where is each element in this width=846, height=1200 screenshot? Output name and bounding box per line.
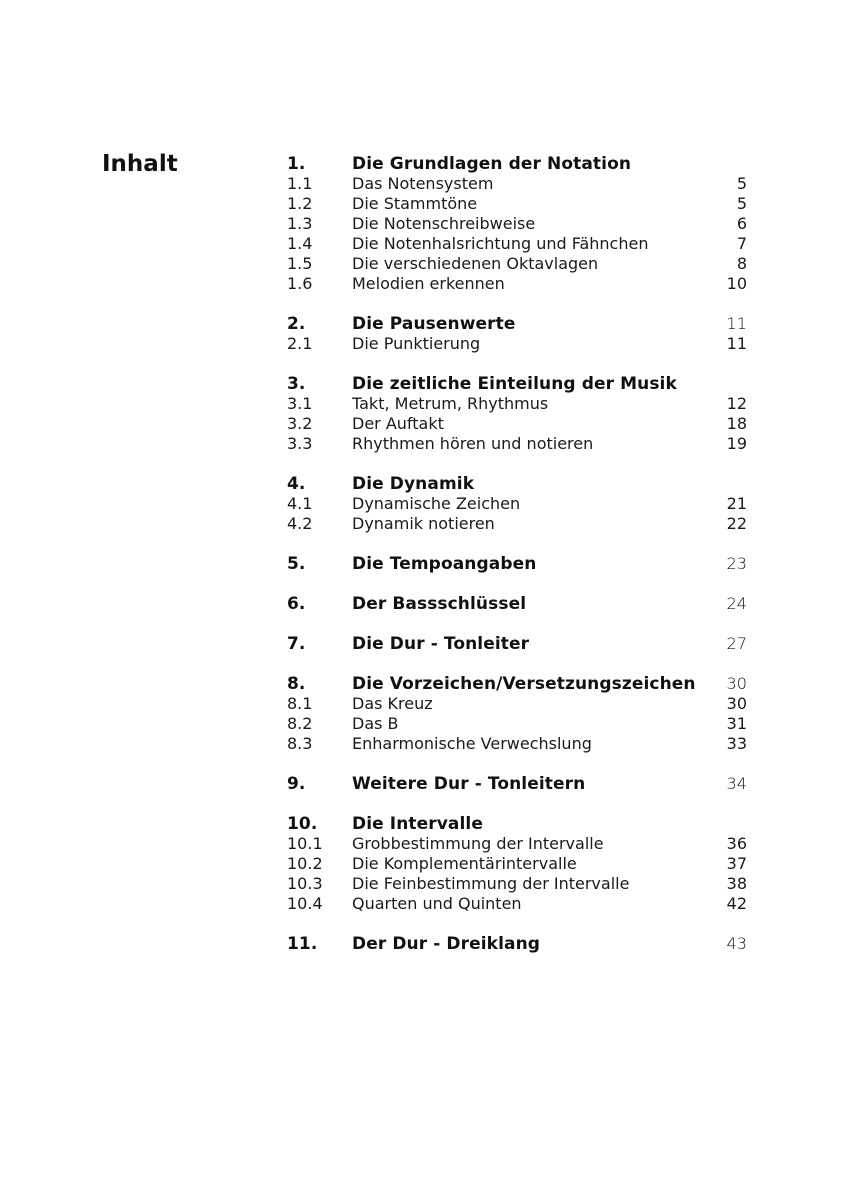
toc-entry-number: 10.1 [287, 834, 323, 853]
toc-entry-page-number [707, 374, 747, 394]
toc-chapter [287, 774, 747, 794]
toc-chapter-entry[interactable] [287, 814, 747, 834]
toc-entry-number: 4.1 [287, 494, 313, 513]
toc-entry-page-number: 5 [736, 174, 747, 193]
toc-entry-title: Die zeitliche Einteilung der Musik [352, 374, 677, 394]
toc-entry-page-number: 11 [726, 314, 747, 333]
toc-entry-page-number: 24 [726, 594, 747, 613]
toc-entry-page-number: 7 [736, 234, 747, 253]
page-title: Inhalt [102, 151, 178, 177]
toc-entry-page-number: 31 [726, 714, 747, 733]
toc-entry-number: 8.1 [287, 694, 313, 713]
toc-chapter-entry[interactable] [287, 634, 747, 654]
toc-entry-title: Das B [352, 714, 399, 733]
toc-entry-title: Der Dur - Dreiklang [352, 934, 541, 954]
toc-section-entry[interactable] [287, 234, 747, 254]
toc-chapter [287, 314, 747, 354]
toc-entry-title: Quarten und Quinten [352, 894, 522, 913]
toc-entry-page-number: 36 [726, 834, 747, 853]
toc-section-entry[interactable] [287, 334, 747, 354]
toc-entry-number: 1.1 [287, 174, 313, 193]
toc-entry-number: 10.3 [287, 874, 323, 893]
toc-entry-number: 8. [287, 674, 306, 694]
toc-entry-title: Die Notenschreibweise [352, 214, 536, 233]
toc-entry-page-number: 8 [736, 254, 747, 273]
toc-entry-page-number [707, 814, 747, 834]
toc-entry-page-number: 11 [726, 334, 747, 353]
toc-entry-number: 1.2 [287, 194, 313, 213]
toc-entry-number: 1.6 [287, 274, 313, 293]
toc-entry-page-number: 21 [726, 494, 747, 513]
toc-entry-number: 7. [287, 634, 306, 654]
toc-entry-number: 1.3 [287, 214, 313, 233]
toc-entry-number: 3.1 [287, 394, 313, 413]
toc-section-entry[interactable] [287, 874, 747, 894]
toc-entry-page-number: 12 [726, 394, 747, 413]
toc-entry-title: Dynamik notieren [352, 514, 495, 533]
toc-entry-number: 1.4 [287, 234, 313, 253]
toc-entry-number: 4. [287, 474, 306, 494]
toc-entry-page-number: 19 [726, 434, 747, 453]
toc-chapter [287, 474, 747, 534]
toc-entry-number: 2.1 [287, 334, 313, 353]
toc-entry-number: 11. [287, 934, 318, 954]
toc-entry-number: 8.2 [287, 714, 313, 733]
toc-entry-page-number: 30 [726, 674, 747, 693]
toc-section-entry[interactable] [287, 714, 747, 734]
toc-section-entry[interactable] [287, 194, 747, 214]
toc-entry-title: Die Komplementärintervalle [352, 854, 577, 873]
toc-entry-page-number: 27 [726, 634, 747, 653]
toc-section-entry[interactable] [287, 214, 747, 234]
toc-entry-number: 9. [287, 774, 306, 794]
toc-entry-page-number: 37 [726, 854, 747, 873]
toc-entry-number: 6. [287, 594, 306, 614]
toc-entry-page-number: 22 [726, 514, 747, 533]
toc-entry-number: 8.3 [287, 734, 313, 753]
toc-chapter [287, 374, 747, 454]
toc-entry-number: 10. [287, 814, 318, 834]
toc-section-entry[interactable] [287, 854, 747, 874]
toc-chapter-entry[interactable] [287, 314, 747, 334]
toc-entry-page-number: 42 [726, 894, 747, 913]
toc-entry-title: Die Pausenwerte [352, 314, 516, 334]
toc-entry-page-number: 10 [726, 274, 747, 293]
toc-entry-title: Die Vorzeichen/Versetzungszeichen [352, 674, 696, 694]
toc-entry-title: Das Notensystem [352, 174, 494, 193]
toc-entry-page-number: 38 [726, 874, 747, 893]
toc-entry-page-number: 30 [726, 694, 747, 713]
toc-entry-title: Der Bassschlüssel [352, 594, 527, 614]
toc-chapter [287, 814, 747, 914]
toc-chapter [287, 934, 747, 954]
toc-entry-number: 10.4 [287, 894, 323, 913]
toc-entry-number: 3.3 [287, 434, 313, 453]
toc-section-entry[interactable] [287, 694, 747, 714]
toc-entry-number: 1.5 [287, 254, 313, 273]
toc-chapter-entry[interactable] [287, 474, 747, 494]
toc-chapter-entry[interactable] [287, 674, 747, 694]
toc-entry-page-number: 43 [726, 934, 747, 953]
toc-entry-title: Die verschiedenen Oktavlagen [352, 254, 599, 273]
toc-entry-title: Rhythmen hören und notieren [352, 434, 594, 453]
toc-section-entry[interactable] [287, 494, 747, 514]
toc-chapter [287, 154, 747, 294]
toc-section-entry[interactable] [287, 834, 747, 854]
toc-entry-title: Die Dur - Tonleiter [352, 634, 530, 654]
toc-entry-page-number: 34 [726, 774, 747, 793]
toc-entry-number: 1. [287, 154, 306, 174]
toc-entry-page-number: 18 [726, 414, 747, 433]
table-of-contents [287, 154, 747, 974]
toc-entry-title: Die Dynamik [352, 474, 475, 494]
toc-entry-title: Enharmonische Verwechslung [352, 734, 592, 753]
toc-entry-page-number: 6 [736, 214, 747, 233]
toc-entry-title: Die Feinbestimmung der Intervalle [352, 874, 630, 893]
toc-chapter [287, 674, 747, 754]
toc-section-entry[interactable] [287, 254, 747, 274]
toc-entry-number: 5. [287, 554, 306, 574]
toc-entry-number: 3. [287, 374, 306, 394]
toc-entry-number: 4.2 [287, 514, 313, 533]
toc-entry-title: Die Stammtöne [352, 194, 478, 213]
toc-section-entry[interactable] [287, 734, 747, 754]
toc-chapter-entry[interactable] [287, 154, 747, 174]
toc-entry-title: Weitere Dur - Tonleitern [352, 774, 586, 794]
toc-chapter-entry[interactable] [287, 594, 747, 614]
toc-entry-title: Melodien erkennen [352, 274, 505, 293]
toc-chapter-entry[interactable] [287, 774, 747, 794]
toc-section-entry[interactable] [287, 434, 747, 454]
toc-entry-page-number: 33 [726, 734, 747, 753]
toc-entry-title: Das Kreuz [352, 694, 433, 713]
toc-section-entry[interactable] [287, 414, 747, 434]
toc-entry-title: Grobbestimmung der Intervalle [352, 834, 604, 853]
toc-section-entry[interactable] [287, 514, 747, 534]
toc-entry-number: 3.2 [287, 414, 313, 433]
toc-entry-page-number: 23 [726, 554, 747, 573]
toc-entry-title: Die Intervalle [352, 814, 483, 834]
toc-entry-title: Takt, Metrum, Rhythmus [352, 394, 549, 413]
toc-entry-title: Dynamische Zeichen [352, 494, 521, 513]
toc-section-entry[interactable] [287, 894, 747, 914]
toc-section-entry[interactable] [287, 274, 747, 294]
toc-entry-title: Die Punktierung [352, 334, 481, 353]
toc-section-entry[interactable] [287, 394, 747, 414]
toc-chapter-entry[interactable] [287, 934, 747, 954]
toc-entry-title: Die Notenhalsrichtung und Fähnchen [352, 234, 649, 253]
toc-chapter-entry[interactable] [287, 554, 747, 574]
toc-entry-title: Die Grundlagen der Notation [352, 154, 632, 174]
toc-entry-page-number [707, 154, 747, 174]
toc-entry-page-number: 5 [736, 194, 747, 213]
toc-entry-number: 10.2 [287, 854, 323, 873]
toc-entry-page-number [707, 474, 747, 494]
toc-entry-number: 2. [287, 314, 306, 334]
toc-chapter [287, 554, 747, 574]
toc-entry-title: Die Tempoangaben [352, 554, 537, 574]
toc-chapter-entry[interactable] [287, 374, 747, 394]
toc-chapter [287, 594, 747, 614]
toc-chapter [287, 634, 747, 654]
toc-entry-title: Der Auftakt [352, 414, 444, 433]
toc-section-entry[interactable] [287, 174, 747, 194]
